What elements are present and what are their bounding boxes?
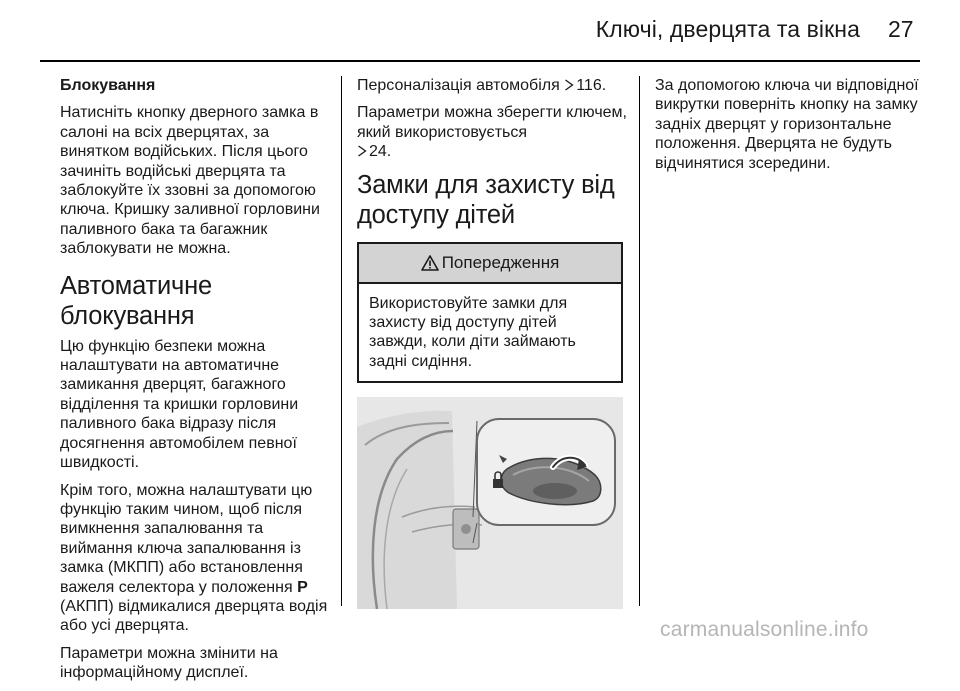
warning-title: Попередження xyxy=(441,252,560,272)
key-settings-text: Параметри можна зберегти ключем, який використовується xyxy=(357,104,627,141)
page-title: Ключі, дверцята та вікна xyxy=(595,16,860,42)
gear-position-p: P xyxy=(297,578,308,596)
heading-child-locks: Замки для захисту від доступу дітей xyxy=(357,170,615,229)
triangle-reference-icon xyxy=(357,145,367,157)
paragraph-personalisation xyxy=(357,76,627,95)
column-divider-2 xyxy=(639,76,640,606)
watermark-text: carmanualsonline.info xyxy=(660,618,869,641)
column-middle xyxy=(357,76,627,609)
child-lock-illustration xyxy=(357,397,623,609)
paragraph-auto-lock-2-text-end: (АКПП) відмикалися дверцята водія або усі дверцята. xyxy=(60,597,328,635)
paragraph-child-lock-instructions: За допомогою ключа чи відповідної викрутки поверніть кнопку на замку задніх дверцят у горизонтальне положення. Дверцята не будуть відчинятися зсередини. xyxy=(655,77,919,172)
warning-header xyxy=(359,244,621,284)
warning-text: Використовуйте замки для захисту від доступу дітей завжди, коли діти займають задні сидіння. xyxy=(369,294,576,370)
triangle-reference-icon xyxy=(564,79,574,91)
paragraph-key-settings xyxy=(357,103,627,161)
column-right xyxy=(655,76,930,181)
door-illustration xyxy=(357,397,623,609)
warning-box xyxy=(357,242,623,384)
paragraph-locking: Натисніть кнопку дверного замка в салоні на всіх дверцятах, за винятком водійських. Після цього зачиніть водійські дверцята та заблокуйте їх ззовні за допомогою ключа. Кришку заливної горловини паливного бака та багажник заблокувати не можна. xyxy=(60,104,320,258)
page-reference-link[interactable]: 116. xyxy=(576,77,607,94)
page-number: 27 xyxy=(888,16,914,42)
personalisation-text: Персоналізація автомобіля xyxy=(357,77,565,94)
paragraph-settings: Параметри можна змінити на інформаційному дисплеї. xyxy=(60,644,278,682)
page-reference-link[interactable]: 24. xyxy=(369,143,392,161)
heading-automatic-locking: Автоматичне блокування xyxy=(60,271,212,330)
header-divider xyxy=(40,60,920,62)
paragraph-auto-lock-2 xyxy=(60,481,332,636)
paragraph-auto-lock-1: Цю функцію безпеки можна налаштувати на автоматичне замикання дверцят, багажного відділення та кришки горловини паливного бака відразу після досягнення автомобілем певної швидкості. xyxy=(60,337,299,472)
warning-triangle-icon xyxy=(421,255,439,271)
column-divider-1 xyxy=(341,76,342,606)
column-left xyxy=(60,76,332,691)
paragraph-auto-lock-2-text: Крім того, можна налаштувати цю функцію таким чином, щоб після вимкнення запалювання та виймання ключа запалювання із замка (МКПП) або встановлення важеля селектора у положення xyxy=(60,481,313,596)
subheading-locking: Блокування xyxy=(60,77,156,94)
